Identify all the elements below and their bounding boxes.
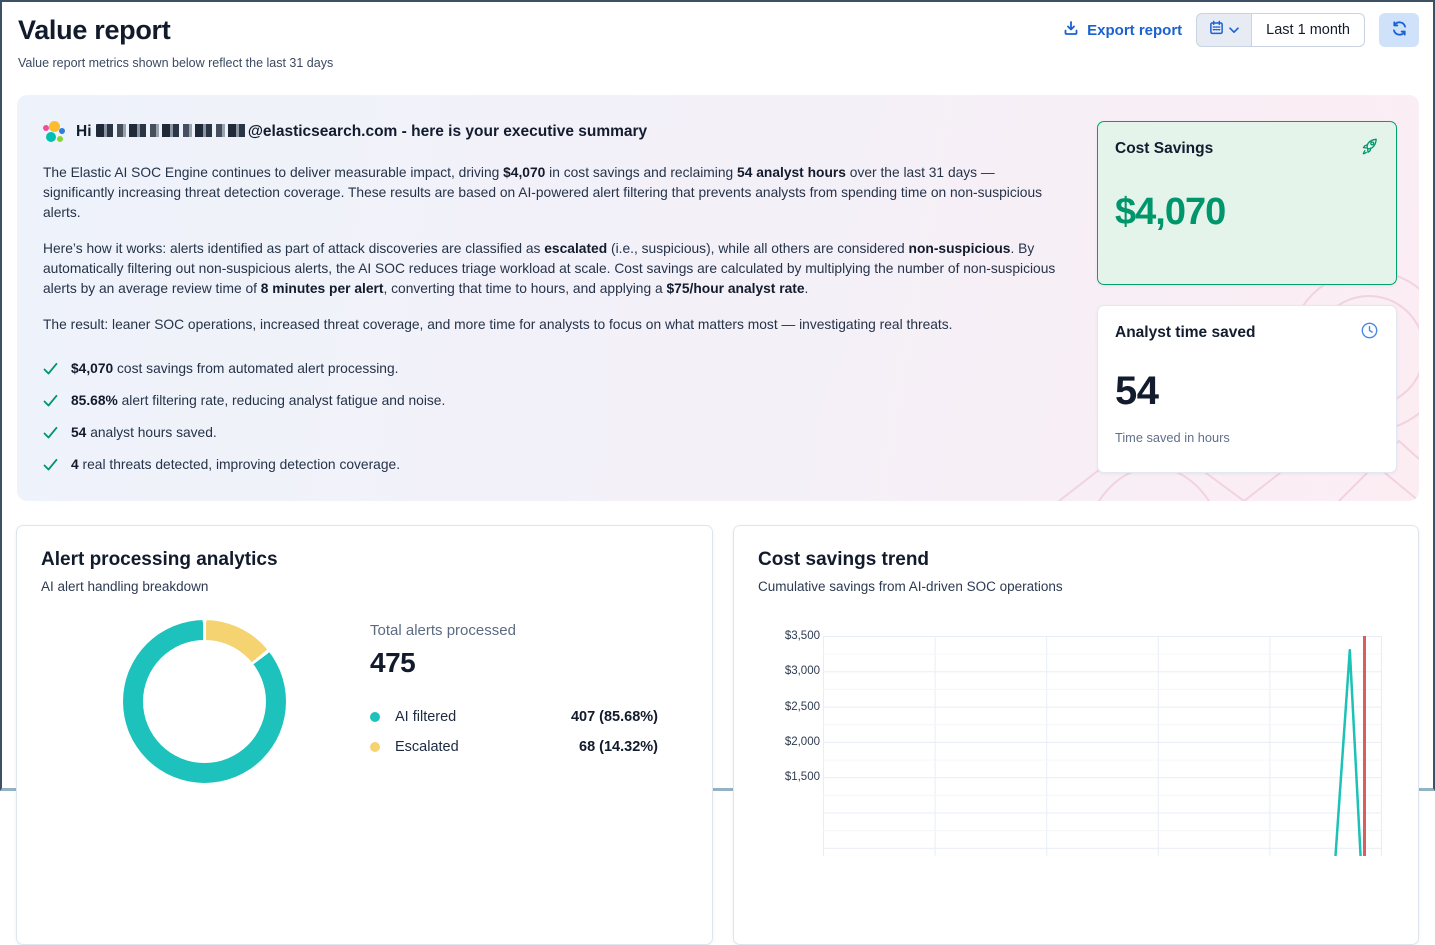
donut-legend <box>370 709 658 755</box>
executive-summary-panel <box>17 95 1419 501</box>
checklist-item: 54 analyst hours saved. <box>43 423 1059 443</box>
checklist-item: 85.68% alert filtering rate, reducing analyst fatigue and noise. <box>43 391 1059 411</box>
time-saved-caption: Time saved in hours <box>1115 430 1230 445</box>
page-subtitle: Value report metrics shown below reflect the last 31 days <box>18 56 334 70</box>
export-report-button[interactable] <box>1063 20 1182 40</box>
time-saved-card-title: Analyst time saved <box>1115 324 1256 341</box>
legend-row-ai-filtered[interactable] <box>370 709 658 725</box>
export-report-label: Export report <box>1087 21 1183 39</box>
legend-row-escalated[interactable] <box>370 739 658 755</box>
calendar-icon <box>1209 20 1224 40</box>
y-axis-tick-label: $2,000 <box>784 735 820 748</box>
date-picker-calendar-button[interactable] <box>1196 13 1252 47</box>
highlights-checklist <box>43 359 1059 475</box>
y-axis-tick-label: $1,500 <box>784 771 820 784</box>
check-icon <box>43 362 58 376</box>
total-alerts-label: Total alerts processed <box>370 622 516 639</box>
ai-filtered-value: 407 (85.68%) <box>570 709 658 725</box>
trend-panel-title: Cost savings trend <box>758 549 930 570</box>
elastic-ai-assistant-icon <box>43 121 65 143</box>
clock-icon <box>1360 321 1379 345</box>
trend-panel-subtitle: Cumulative savings from AI-driven SOC operations <box>758 579 1063 594</box>
ai-filtered-label: AI filtered <box>395 709 457 725</box>
analyst-time-saved-card <box>1097 305 1397 473</box>
date-range-picker <box>1196 13 1365 47</box>
cost-savings-card-title: Cost Savings <box>1115 140 1214 157</box>
cost-savings-trend-panel <box>733 525 1419 945</box>
y-axis-tick-label: $3,000 <box>784 665 820 678</box>
page-header <box>2 2 1433 70</box>
y-axis-tick-label: $3,500 <box>784 630 820 642</box>
summary-cards-column <box>1097 121 1397 475</box>
page-title: Value report <box>18 15 171 45</box>
escalated-label: Escalated <box>395 739 459 755</box>
alert-stats <box>370 620 658 755</box>
summary-paragraph-1: The Elastic AI SOC Engine continues to deliver measurable impact, driving $4,070 in cost savings and reclaiming 54 analyst hours over the last 31 days — significantly increasing threat detection coverage. These results are based on AI-powered alert filtering that prevents analysts from spending time on non-suspicious alerts. <box>43 165 1043 220</box>
cost-savings-line-chart <box>758 630 1394 856</box>
cost-savings-value: $4,070 <box>1115 191 1226 233</box>
alert-panel-subtitle: AI alert handling breakdown <box>41 579 209 594</box>
y-axis-tick-label: $2,500 <box>784 700 820 713</box>
header-controls <box>1063 13 1419 47</box>
alert-donut-chart <box>123 620 286 783</box>
refresh-button[interactable] <box>1379 13 1419 47</box>
cost-savings-card <box>1097 121 1397 285</box>
check-icon <box>43 426 58 440</box>
checklist-item: 4 real threats detected, improving detection coverage. <box>43 455 1059 475</box>
date-range-value-button[interactable]: Last 1 month <box>1252 13 1365 47</box>
summary-paragraph-3: The result: leaner SOC operations, increased threat coverage, and more time for analysts to focus on what matters most — investigating real threats. <box>43 317 953 332</box>
checklist-item: $4,070 cost savings from automated alert processing. <box>43 359 1059 379</box>
chart-plot-area <box>823 636 1382 856</box>
total-alerts-value: 475 <box>370 647 416 678</box>
time-saved-value: 54 <box>1115 369 1159 413</box>
trend-line-series <box>823 650 1362 856</box>
alert-processing-panel <box>16 525 713 945</box>
check-icon <box>43 458 58 472</box>
redacted-username <box>96 124 248 137</box>
escalated-value: 68 (14.32%) <box>579 739 658 755</box>
rocket-icon <box>1360 137 1379 161</box>
download-icon <box>1063 20 1079 40</box>
check-icon <box>43 394 58 408</box>
alert-panel-title: Alert processing analytics <box>41 549 278 570</box>
summary-paragraph-2: Here’s how it works: alerts identified as part of attack discoveries are classified as escalated (i.e., suspicious), while all others are considered non-suspicious. By automatically filtering out non-suspicious alerts, the AI SOC reduces triage workload at scale. Cost savings are calculated by multiplying the number of non-suspicious alerts by an average review time of 8 minutes per alert, converting that time to hours, and applying a $75/hour analyst rate. <box>43 241 1056 296</box>
greeting-text: Hi @elasticsearch.com - here is your executive summary <box>76 123 648 140</box>
current-time-marker-line <box>1363 636 1366 856</box>
escalated-dot <box>370 742 380 752</box>
summary-text-column <box>43 121 1059 475</box>
refresh-icon <box>1391 20 1408 40</box>
chevron-down-icon <box>1229 21 1239 39</box>
greeting-row <box>43 121 1059 143</box>
ai-filtered-dot <box>370 712 380 722</box>
analytics-panels-row <box>16 525 1419 945</box>
